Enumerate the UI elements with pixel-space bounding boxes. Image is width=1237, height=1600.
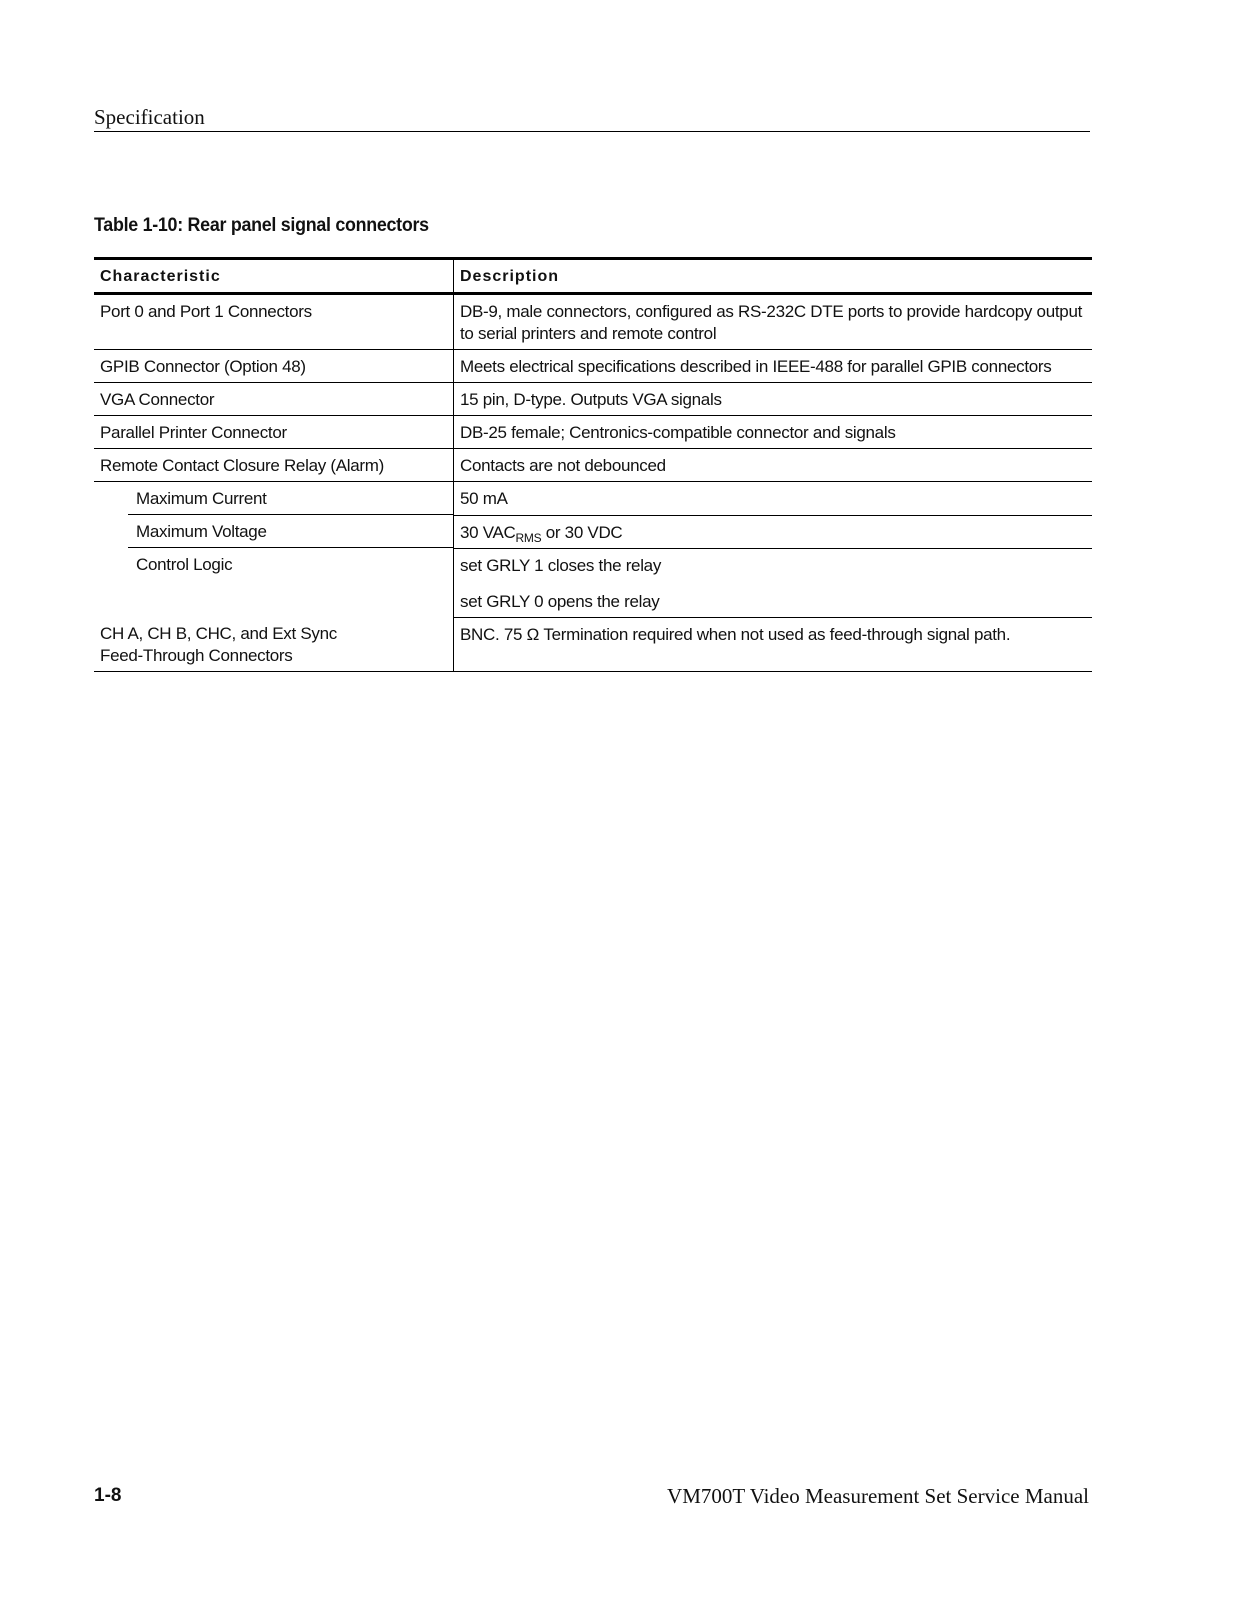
table-row (94, 416, 1092, 449)
characteristic-cell (94, 617, 454, 672)
characteristic-subcell (94, 515, 454, 548)
characteristic-sub-label: Maximum Current (128, 482, 453, 515)
description-cell: DB-25 female; Centronics-compatible connector and signals (454, 416, 1093, 449)
table-row (94, 294, 1092, 350)
description-cell: DB-9, male connectors, configured as RS-232C DTE ports to provide hardcopy output to serial printers and remote control (454, 294, 1093, 350)
characteristic-cell: GPIB Connector (Option 48) (94, 350, 454, 383)
description-line: set GRLY 1 closes the relay (460, 555, 662, 575)
characteristic-line: Feed-Through Connectors (100, 646, 293, 665)
table-row (94, 383, 1092, 416)
characteristic-cell: Remote Contact Closure Relay (Alarm) (94, 449, 454, 482)
characteristic-cell: VGA Connector (94, 383, 454, 416)
table-header-row (94, 259, 1092, 294)
table-row-sub (94, 548, 1092, 617)
description-cell (454, 515, 1093, 548)
column-header-description: Description (454, 259, 1093, 294)
voltage-value: 30 VAC (460, 522, 516, 542)
spec-table (94, 257, 1092, 672)
table-row-sub (94, 515, 1092, 548)
table-row (94, 617, 1092, 672)
manual-title: VM700T Video Measurement Set Service Manual (667, 1484, 1089, 1508)
table-title: Table 1-10: Rear panel signal connectors (94, 215, 429, 236)
description-cell (454, 548, 1093, 617)
column-header-characteristic: Characteristic (94, 259, 454, 294)
characteristic-line: CH A, CH B, CHC, and Ext Sync (100, 624, 337, 643)
characteristic-sub-label: Maximum Voltage (128, 515, 453, 548)
description-cell: 15 pin, D-type. Outputs VGA signals (454, 383, 1093, 416)
description-cell: BNC. 75 Ω Termination required when not used as feed-through signal path. (454, 617, 1093, 672)
description-cell: Meets electrical specifications described in IEEE-488 for parallel GPIB connectors (454, 350, 1093, 383)
description-line: set GRLY 0 opens the relay (460, 591, 660, 611)
characteristic-subcell (94, 482, 454, 516)
characteristic-sub-label: Control Logic (94, 548, 454, 617)
description-cell: Contacts are not debounced (454, 449, 1093, 482)
table-row (94, 350, 1092, 383)
voltage-value-suffix: or 30 VDC (541, 522, 623, 542)
characteristic-cell: Port 0 and Port 1 Connectors (94, 294, 454, 350)
page-number: 1-8 (94, 1485, 122, 1506)
table-row (94, 449, 1092, 482)
description-cell: 50 mA (454, 482, 1093, 516)
running-header: Specification (94, 104, 1090, 132)
rms-subscript: RMS (515, 530, 542, 545)
table-row-sub (94, 482, 1092, 516)
characteristic-cell: Parallel Printer Connector (94, 416, 454, 449)
